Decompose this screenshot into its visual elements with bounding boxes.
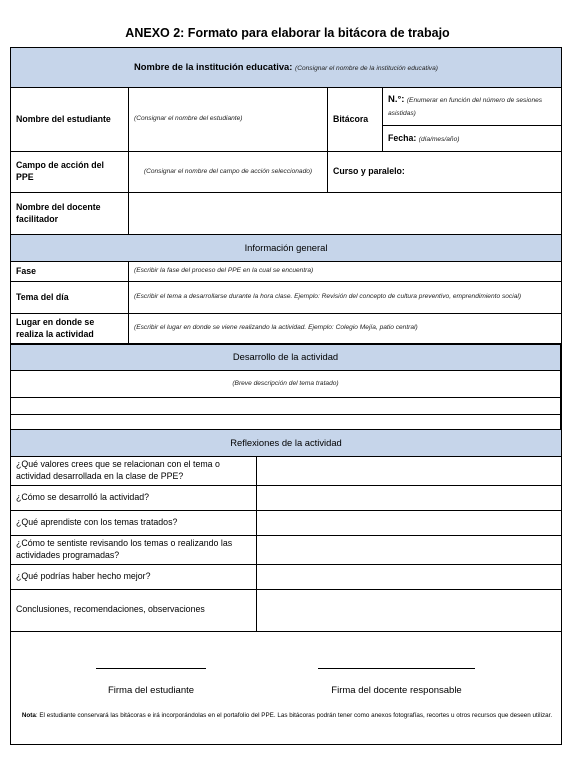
teacher-field[interactable] bbox=[129, 193, 562, 235]
reflection-question: ¿Qué aprendiste con los temas tratados? bbox=[11, 510, 257, 535]
student-signature-line[interactable] bbox=[96, 668, 206, 669]
development-line-3[interactable] bbox=[11, 415, 561, 430]
reflection-answer[interactable] bbox=[257, 589, 562, 631]
bitacora-number-field[interactable] bbox=[383, 88, 562, 126]
footnote-label: Nota bbox=[21, 712, 36, 719]
reflections-header: Reflexiones de la actividad bbox=[11, 430, 562, 457]
date-field[interactable] bbox=[383, 126, 562, 152]
development-line-2[interactable] bbox=[11, 398, 561, 415]
student-signature-label: Firma del estudiante bbox=[107, 685, 195, 696]
topic-label: Tema del día bbox=[11, 282, 129, 314]
general-info-table bbox=[10, 234, 562, 344]
student-name-label: Nombre del estudiante bbox=[11, 88, 129, 152]
bitacora-label: Bitácora bbox=[328, 88, 383, 152]
student-name-field[interactable]: (Consignar el nombre del estudiante) bbox=[129, 88, 328, 152]
development-table bbox=[10, 344, 561, 430]
general-info-header: Información general bbox=[11, 235, 562, 262]
field-label: Campo de acción del PPE bbox=[11, 152, 129, 193]
teacher-label: Nombre del docente facilitador bbox=[11, 193, 129, 235]
institution-label: Nombre de la institución educativa: bbox=[134, 61, 293, 73]
date-label: Fecha: bbox=[388, 132, 417, 143]
reflection-question: ¿Qué valores crees que se relacionan con el tema o actividad desarrollada en la clase de PPE? bbox=[11, 457, 257, 486]
reflection-answer[interactable] bbox=[257, 457, 562, 486]
reflection-answer[interactable] bbox=[257, 564, 562, 589]
field-input[interactable]: (Consignar el nombre del campo de acción seleccionado) bbox=[129, 152, 328, 193]
reflection-question: Conclusiones, recomendaciones, observaciones bbox=[11, 589, 257, 631]
reflection-question: ¿Cómo se desarrolló la actividad? bbox=[11, 485, 257, 510]
place-label: Lugar en donde se realiza la actividad bbox=[11, 314, 129, 344]
footnote-text: : El estudiante conservará las bitácoras e irá incorporándolas en el portafolio del PPE. Las bitácoras podrán tener como anexos fotografías, recortes u otros recursos que deseen utilizar. bbox=[35, 712, 553, 719]
phase-label: Fase bbox=[11, 262, 129, 282]
reflection-answer[interactable] bbox=[257, 535, 562, 564]
topic-field[interactable]: (Escribir el tema a desarrollarse durante la hora clase. Ejemplo: Revisión del concepto de cultura preventivo, emprendimiento social) bbox=[129, 282, 562, 314]
reflection-answer[interactable] bbox=[257, 485, 562, 510]
development-header: Desarrollo de la actividad bbox=[11, 345, 561, 371]
reflections-table bbox=[10, 429, 562, 632]
identification-table bbox=[10, 47, 562, 235]
institution-placeholder: (Consignar el nombre de la institución educativa) bbox=[295, 65, 438, 73]
reflection-question: ¿Cómo te sentiste revisando los temas o realizando las actividades programadas? bbox=[11, 535, 257, 564]
footnote bbox=[18, 711, 556, 720]
phase-field[interactable]: (Escribir la fase del proceso del PPE en la cual se encuentra) bbox=[129, 262, 562, 282]
bitacora-number-placeholder: (Enumerar en función del número de sesiones asistidas) bbox=[388, 97, 543, 117]
document-title: ANEXO 2: Formato para elaborar la bitácora de trabajo bbox=[125, 26, 450, 40]
place-field[interactable]: (Escribir el lugar en donde se viene realizando la actividad. Ejemplo: Colegio Mejía, patio central) bbox=[129, 314, 562, 344]
institution-row[interactable] bbox=[11, 48, 562, 88]
reflection-answer[interactable] bbox=[257, 510, 562, 535]
teacher-signature-line[interactable] bbox=[318, 668, 475, 669]
teacher-signature-label: Firma del docente responsable bbox=[331, 685, 462, 696]
reflection-question: ¿Qué podrías haber hecho mejor? bbox=[11, 564, 257, 589]
bitacora-number-label: N.°: bbox=[388, 94, 405, 106]
development-field[interactable]: (Breve descripción del tema tratado) bbox=[11, 371, 561, 398]
course-label[interactable]: Curso y paralelo: bbox=[328, 152, 562, 193]
date-placeholder: (día/mes/año) bbox=[418, 135, 460, 143]
